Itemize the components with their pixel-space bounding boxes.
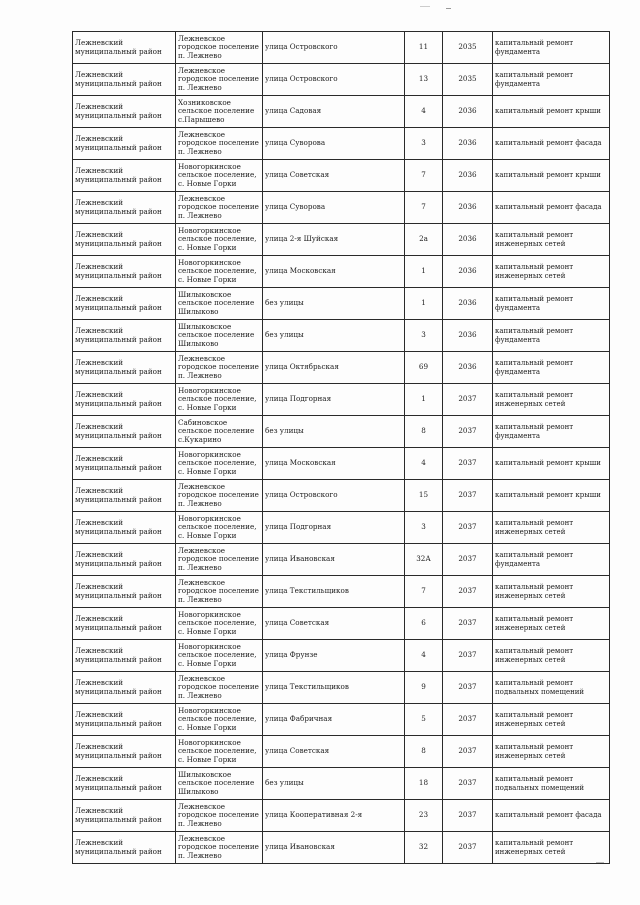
- settlement-cell: Новогоркинское сельское поселение, с. Новые Горки: [176, 448, 263, 480]
- settlement-cell: Лежневское городское поселение п. Лежнево: [176, 800, 263, 832]
- year-cell: 2037: [443, 480, 493, 512]
- district-cell: Лежневский муниципальный район: [73, 512, 176, 544]
- year-cell: 2037: [443, 448, 493, 480]
- year-cell: 2037: [443, 768, 493, 800]
- district-cell: Лежневский муниципальный район: [73, 608, 176, 640]
- house-number-cell: 18: [405, 768, 443, 800]
- year-cell: 2036: [443, 160, 493, 192]
- year-cell: 2037: [443, 672, 493, 704]
- settlement-cell: Новогоркинское сельское поселение, с. Новые Горки: [176, 224, 263, 256]
- house-number-cell: 1: [405, 288, 443, 320]
- work-type-cell: капитальный ремонт инженерных сетей: [493, 640, 610, 672]
- street-cell: улица Суворова: [263, 128, 405, 160]
- table-row: [73, 224, 610, 256]
- work-type-cell: капитальный ремонт подвальных помещений: [493, 672, 610, 704]
- table-row: [73, 32, 610, 64]
- year-cell: 2037: [443, 544, 493, 576]
- year-cell: 2037: [443, 704, 493, 736]
- street-cell: улица Островского: [263, 64, 405, 96]
- district-cell: Лежневский муниципальный район: [73, 256, 176, 288]
- district-cell: Лежневский муниципальный район: [73, 288, 176, 320]
- scan-speck: [446, 8, 451, 9]
- table-row: [73, 704, 610, 736]
- street-cell: улица Подгорная: [263, 384, 405, 416]
- street-cell: улица Ивановская: [263, 832, 405, 864]
- year-cell: 2036: [443, 96, 493, 128]
- work-type-cell: капитальный ремонт крыши: [493, 96, 610, 128]
- street-cell: без улицы: [263, 320, 405, 352]
- house-number-cell: 2а: [405, 224, 443, 256]
- work-type-cell: капитальный ремонт фасада: [493, 192, 610, 224]
- house-number-cell: 9: [405, 672, 443, 704]
- work-type-cell: капитальный ремонт фундамента: [493, 288, 610, 320]
- house-number-cell: 1: [405, 256, 443, 288]
- year-cell: 2036: [443, 288, 493, 320]
- year-cell: 2036: [443, 224, 493, 256]
- settlement-cell: Новогоркинское сельское поселение, с. Новые Горки: [176, 256, 263, 288]
- year-cell: 2037: [443, 608, 493, 640]
- district-cell: Лежневский муниципальный район: [73, 544, 176, 576]
- settlement-cell: Лежневское городское поселение п. Лежнево: [176, 352, 263, 384]
- table-row: [73, 448, 610, 480]
- street-cell: улица Текстильщиков: [263, 672, 405, 704]
- settlement-cell: Лежневское городское поселение п. Лежнево: [176, 32, 263, 64]
- work-type-cell: капитальный ремонт фундамента: [493, 544, 610, 576]
- district-cell: Лежневский муниципальный район: [73, 32, 176, 64]
- house-number-cell: 11: [405, 32, 443, 64]
- work-type-cell: капитальный ремонт фундамента: [493, 320, 610, 352]
- district-cell: Лежневский муниципальный район: [73, 128, 176, 160]
- settlement-cell: Шилыковское сельское поселение Шилыково: [176, 288, 263, 320]
- year-cell: 2037: [443, 416, 493, 448]
- repair-schedule-table: [72, 31, 610, 864]
- table-body: [73, 32, 610, 864]
- year-cell: 2035: [443, 32, 493, 64]
- table-row: [73, 96, 610, 128]
- district-cell: Лежневский муниципальный район: [73, 800, 176, 832]
- work-type-cell: капитальный ремонт крыши: [493, 480, 610, 512]
- table-row: [73, 64, 610, 96]
- work-type-cell: капитальный ремонт крыши: [493, 448, 610, 480]
- house-number-cell: 3: [405, 128, 443, 160]
- house-number-cell: 69: [405, 352, 443, 384]
- house-number-cell: 1: [405, 384, 443, 416]
- year-cell: 2036: [443, 128, 493, 160]
- table-row: [73, 352, 610, 384]
- settlement-cell: Лежневское городское поселение п. Лежнево: [176, 64, 263, 96]
- year-cell: 2037: [443, 576, 493, 608]
- work-type-cell: капитальный ремонт фасада: [493, 800, 610, 832]
- table-row: [73, 416, 610, 448]
- table-row: [73, 128, 610, 160]
- year-cell: 2037: [443, 640, 493, 672]
- work-type-cell: капитальный ремонт фасада: [493, 128, 610, 160]
- district-cell: Лежневский муниципальный район: [73, 352, 176, 384]
- house-number-cell: 3: [405, 512, 443, 544]
- table-row: [73, 608, 610, 640]
- house-number-cell: 32: [405, 832, 443, 864]
- year-cell: 2035: [443, 64, 493, 96]
- street-cell: улица Островского: [263, 32, 405, 64]
- house-number-cell: 4: [405, 448, 443, 480]
- table-row: [73, 480, 610, 512]
- house-number-cell: 5: [405, 704, 443, 736]
- table-row: [73, 800, 610, 832]
- settlement-cell: Хозниковское сельское поселение с.Парышево: [176, 96, 263, 128]
- street-cell: улица Московская: [263, 256, 405, 288]
- settlement-cell: Лежневское городское поселение п. Лежнево: [176, 544, 263, 576]
- street-cell: без улицы: [263, 768, 405, 800]
- house-number-cell: 7: [405, 160, 443, 192]
- settlement-cell: Лежневское городское поселение п. Лежнево: [176, 672, 263, 704]
- year-cell: 2037: [443, 384, 493, 416]
- scan-speck: [420, 6, 430, 7]
- settlement-cell: Шилыковское сельское поселение Шилыково: [176, 320, 263, 352]
- street-cell: улица Советская: [263, 736, 405, 768]
- table-row: [73, 320, 610, 352]
- district-cell: Лежневский муниципальный район: [73, 320, 176, 352]
- table-row: [73, 512, 610, 544]
- district-cell: Лежневский муниципальный район: [73, 96, 176, 128]
- table-row: [73, 736, 610, 768]
- table-row: [73, 256, 610, 288]
- work-type-cell: капитальный ремонт подвальных помещений: [493, 768, 610, 800]
- settlement-cell: Новогоркинское сельское поселение, с. Новые Горки: [176, 608, 263, 640]
- house-number-cell: 7: [405, 192, 443, 224]
- table-row: [73, 192, 610, 224]
- street-cell: улица Садовая: [263, 96, 405, 128]
- district-cell: Лежневский муниципальный район: [73, 480, 176, 512]
- street-cell: улица Текстильщиков: [263, 576, 405, 608]
- house-number-cell: 4: [405, 640, 443, 672]
- street-cell: без улицы: [263, 288, 405, 320]
- table-row: [73, 288, 610, 320]
- district-cell: Лежневский муниципальный район: [73, 704, 176, 736]
- table-row: [73, 384, 610, 416]
- settlement-cell: Новогоркинское сельское поселение, с. Новые Горки: [176, 512, 263, 544]
- settlement-cell: Новогоркинское сельское поселение, с. Новые Горки: [176, 384, 263, 416]
- district-cell: Лежневский муниципальный район: [73, 448, 176, 480]
- settlement-cell: Лежневское городское поселение п. Лежнево: [176, 192, 263, 224]
- street-cell: без улицы: [263, 416, 405, 448]
- street-cell: улица Октябрьская: [263, 352, 405, 384]
- settlement-cell: Лежневское городское поселение п. Лежнево: [176, 832, 263, 864]
- district-cell: Лежневский муниципальный район: [73, 576, 176, 608]
- table-row: [73, 832, 610, 864]
- work-type-cell: капитальный ремонт инженерных сетей: [493, 608, 610, 640]
- street-cell: улица Московская: [263, 448, 405, 480]
- street-cell: улица Фрунзе: [263, 640, 405, 672]
- table-row: [73, 640, 610, 672]
- work-type-cell: капитальный ремонт инженерных сетей: [493, 224, 610, 256]
- settlement-cell: Лежневское городское поселение п. Лежнево: [176, 480, 263, 512]
- work-type-cell: капитальный ремонт инженерных сетей: [493, 512, 610, 544]
- work-type-cell: капитальный ремонт фундамента: [493, 64, 610, 96]
- street-cell: улица Советская: [263, 608, 405, 640]
- year-cell: 2037: [443, 512, 493, 544]
- house-number-cell: 6: [405, 608, 443, 640]
- district-cell: Лежневский муниципальный район: [73, 672, 176, 704]
- settlement-cell: Новогоркинское сельское поселение, с. Новые Горки: [176, 160, 263, 192]
- table-row: [73, 672, 610, 704]
- year-cell: 2036: [443, 352, 493, 384]
- district-cell: Лежневский муниципальный район: [73, 832, 176, 864]
- work-type-cell: капитальный ремонт крыши: [493, 160, 610, 192]
- district-cell: Лежневский муниципальный район: [73, 416, 176, 448]
- table-row: [73, 768, 610, 800]
- district-cell: Лежневский муниципальный район: [73, 192, 176, 224]
- street-cell: улица Фабричная: [263, 704, 405, 736]
- street-cell: улица Советская: [263, 160, 405, 192]
- district-cell: Лежневский муниципальный район: [73, 640, 176, 672]
- house-number-cell: 8: [405, 736, 443, 768]
- year-cell: 2037: [443, 832, 493, 864]
- work-type-cell: капитальный ремонт фундамента: [493, 416, 610, 448]
- year-cell: 2037: [443, 736, 493, 768]
- district-cell: Лежневский муниципальный район: [73, 224, 176, 256]
- settlement-cell: Сабиновское сельское поселение с.Кукарино: [176, 416, 263, 448]
- year-cell: 2036: [443, 256, 493, 288]
- house-number-cell: 8: [405, 416, 443, 448]
- street-cell: улица Ивановская: [263, 544, 405, 576]
- district-cell: Лежневский муниципальный район: [73, 736, 176, 768]
- settlement-cell: Лежневское городское поселение п. Лежнево: [176, 128, 263, 160]
- settlement-cell: Новогоркинское сельское поселение, с. Новые Горки: [176, 704, 263, 736]
- work-type-cell: капитальный ремонт фундамента: [493, 352, 610, 384]
- year-cell: 2036: [443, 320, 493, 352]
- work-type-cell: капитальный ремонт инженерных сетей: [493, 736, 610, 768]
- table-row: [73, 576, 610, 608]
- street-cell: улица Кооперативная 2-я: [263, 800, 405, 832]
- settlement-cell: Новогоркинское сельское поселение, с. Новые Горки: [176, 736, 263, 768]
- work-type-cell: капитальный ремонт инженерных сетей: [493, 384, 610, 416]
- work-type-cell: капитальный ремонт инженерных сетей: [493, 832, 610, 864]
- year-cell: 2037: [443, 800, 493, 832]
- table-row: [73, 544, 610, 576]
- settlement-cell: Новогоркинское сельское поселение, с. Новые Горки: [176, 640, 263, 672]
- district-cell: Лежневский муниципальный район: [73, 160, 176, 192]
- house-number-cell: 23: [405, 800, 443, 832]
- street-cell: улица Подгорная: [263, 512, 405, 544]
- house-number-cell: 32А: [405, 544, 443, 576]
- house-number-cell: 3: [405, 320, 443, 352]
- work-type-cell: капитальный ремонт инженерных сетей: [493, 704, 610, 736]
- district-cell: Лежневский муниципальный район: [73, 64, 176, 96]
- street-cell: улица Суворова: [263, 192, 405, 224]
- settlement-cell: Лежневское городское поселение п. Лежнево: [176, 576, 263, 608]
- settlement-cell: Шилыковское сельское поселение Шилыково: [176, 768, 263, 800]
- house-number-cell: 15: [405, 480, 443, 512]
- work-type-cell: капитальный ремонт фундамента: [493, 32, 610, 64]
- table-row: [73, 160, 610, 192]
- work-type-cell: капитальный ремонт инженерных сетей: [493, 256, 610, 288]
- house-number-cell: 4: [405, 96, 443, 128]
- year-cell: 2036: [443, 192, 493, 224]
- house-number-cell: 13: [405, 64, 443, 96]
- house-number-cell: 7: [405, 576, 443, 608]
- street-cell: улица Островского: [263, 480, 405, 512]
- street-cell: улица 2-я Шуйская: [263, 224, 405, 256]
- district-cell: Лежневский муниципальный район: [73, 768, 176, 800]
- district-cell: Лежневский муниципальный район: [73, 384, 176, 416]
- work-type-cell: капитальный ремонт инженерных сетей: [493, 576, 610, 608]
